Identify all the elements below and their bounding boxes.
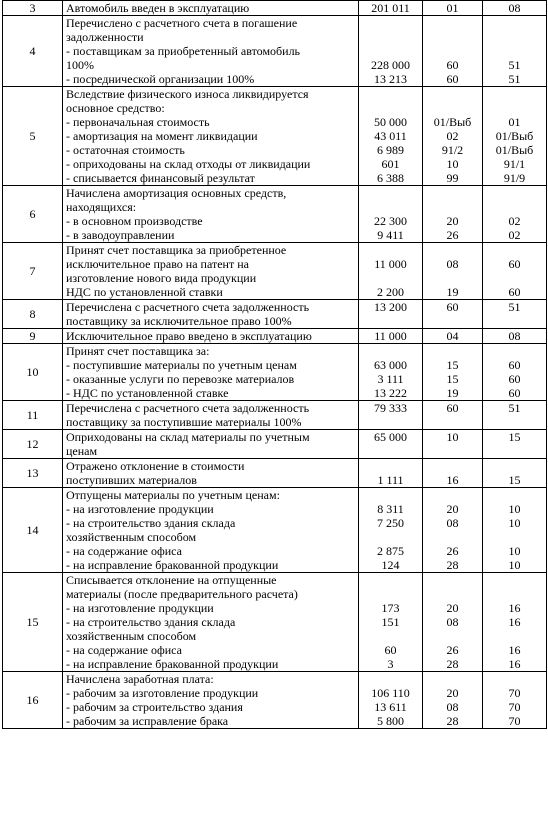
table-row	[3, 1, 547, 16]
amount-cell	[359, 186, 423, 243]
operation-description: Принят счет поставщика за:	[66, 344, 210, 358]
debit-account: 60	[446, 72, 459, 86]
amount: 8 311	[377, 502, 404, 516]
operation-description: основное средство:	[66, 101, 165, 115]
debit-account	[426, 30, 479, 44]
operation-description-cell	[63, 186, 359, 243]
entry-number: 16	[3, 672, 63, 729]
amount-cell	[359, 488, 423, 573]
credit-account	[486, 415, 543, 429]
operation-description: Начислена амортизация основных средств,	[66, 186, 287, 200]
credit-account: 15	[508, 473, 521, 487]
operation-description: Исключительное право введено в эксплуатацию	[66, 329, 312, 343]
debit-account: 60	[446, 401, 459, 415]
debit-account: 19	[446, 285, 459, 299]
operation-description-cell	[63, 401, 359, 430]
amount	[362, 573, 419, 587]
operation-description: - первоначальная стоимость	[66, 115, 210, 129]
credit-account	[486, 16, 543, 30]
credit-account-cell	[483, 87, 547, 186]
debit-account-cell	[423, 459, 483, 488]
amount	[362, 488, 419, 502]
credit-account: 10	[508, 544, 521, 558]
operation-description: Автомобиль введен в эксплуатацию	[66, 1, 250, 15]
credit-account: 70	[508, 714, 521, 728]
debit-account	[426, 629, 479, 643]
credit-account	[486, 530, 543, 544]
credit-account	[486, 314, 543, 328]
debit-account-cell	[423, 300, 483, 329]
debit-account-cell	[423, 87, 483, 186]
amount: 60	[384, 643, 397, 657]
operation-description-cell	[63, 488, 359, 573]
operation-description: - на строительство здания склада	[66, 615, 236, 629]
debit-account: 02	[446, 129, 459, 143]
amount: 11 000	[374, 257, 407, 271]
operation-description: Оприходованы на склад материалы по учетным	[66, 430, 310, 444]
debit-account-cell	[423, 430, 483, 459]
amount-cell	[359, 329, 423, 344]
entry-number: 5	[3, 87, 63, 186]
debit-account-cell	[423, 488, 483, 573]
credit-account-cell	[483, 430, 547, 459]
entry-number: 6	[3, 186, 63, 243]
operation-description: - поступившие материалы по учетным ценам	[66, 358, 297, 372]
debit-account: 26	[446, 643, 459, 657]
debit-account: 08	[446, 516, 459, 530]
operation-description: - списывается финансовый результат	[66, 171, 255, 185]
debit-account	[426, 271, 479, 285]
table-row	[3, 243, 547, 300]
operation-description: - на изготовление продукции	[66, 502, 214, 516]
credit-account	[486, 629, 543, 643]
credit-account: 10	[508, 516, 521, 530]
entry-number: 13	[3, 459, 63, 488]
amount-cell	[359, 344, 423, 401]
operation-description-cell	[63, 1, 359, 16]
journal-table	[2, 0, 547, 729]
amount: 1 111	[377, 473, 404, 487]
table-row	[3, 186, 547, 243]
entry-number: 7	[3, 243, 63, 300]
debit-account-cell	[423, 243, 483, 300]
credit-account: 01	[508, 115, 521, 129]
credit-account: 01/Выб	[495, 143, 534, 157]
debit-account	[426, 587, 479, 601]
operation-description-cell	[63, 16, 359, 87]
credit-account-cell	[483, 459, 547, 488]
operation-description-cell	[63, 344, 359, 401]
amount: 11 000	[374, 329, 407, 343]
debit-account-cell	[423, 329, 483, 344]
credit-account: 51	[508, 72, 521, 86]
credit-account: 08	[508, 1, 521, 15]
table-row	[3, 573, 547, 672]
credit-account: 51	[508, 300, 521, 314]
amount	[362, 459, 419, 473]
debit-account	[426, 573, 479, 587]
debit-account: 28	[446, 558, 459, 572]
table-row	[3, 672, 547, 729]
amount: 43 011	[374, 129, 407, 143]
credit-account: 01/Выб	[495, 129, 534, 143]
operation-description: - в заводоуправлении	[66, 228, 175, 242]
entry-number: 12	[3, 430, 63, 459]
amount: 79 333	[374, 401, 407, 415]
debit-account: 99	[446, 171, 459, 185]
operation-description: - оприходованы на склад отходы от ликвидации	[66, 157, 311, 171]
debit-account: 26	[446, 544, 459, 558]
amount: 6 388	[377, 171, 404, 185]
operation-description: ценам	[66, 444, 98, 458]
credit-account: 15	[508, 430, 521, 444]
credit-account: 91/9	[503, 171, 526, 185]
operation-description-cell	[63, 573, 359, 672]
amount-cell	[359, 243, 423, 300]
operation-description: - на изготовление продукции	[66, 601, 214, 615]
credit-account: 51	[508, 401, 521, 415]
amount-cell	[359, 401, 423, 430]
amount: 173	[381, 601, 400, 615]
amount: 601	[381, 157, 400, 171]
debit-account-cell	[423, 186, 483, 243]
amount	[362, 44, 419, 58]
credit-account-cell	[483, 1, 547, 16]
amount: 13 200	[374, 300, 407, 314]
amount: 22 300	[374, 214, 407, 228]
credit-account	[486, 186, 543, 200]
operation-description-cell	[63, 430, 359, 459]
credit-account: 08	[508, 329, 521, 343]
credit-account	[486, 444, 543, 458]
debit-account: 01	[446, 1, 459, 15]
debit-account-cell	[423, 401, 483, 430]
debit-account: 01/Выб	[433, 115, 472, 129]
debit-account	[426, 87, 479, 101]
debit-account: 19	[446, 386, 459, 400]
debit-account: 91/2	[441, 143, 464, 157]
entry-number: 14	[3, 488, 63, 573]
operation-description: - посреднической организации 100%	[66, 72, 255, 86]
amount-cell	[359, 16, 423, 87]
amount: 151	[381, 615, 400, 629]
amount: 228 000	[371, 58, 410, 72]
table-row	[3, 430, 547, 459]
debit-account: 10	[446, 430, 459, 444]
credit-account: 16	[508, 657, 521, 671]
credit-account: 60	[508, 372, 521, 386]
credit-account	[486, 573, 543, 587]
amount-cell	[359, 1, 423, 16]
operation-description: Начислена заработная плата:	[66, 672, 214, 686]
debit-account	[426, 101, 479, 115]
debit-account	[426, 344, 479, 358]
operation-description: исключительное право на патент на	[66, 257, 249, 271]
credit-account: 60	[508, 358, 521, 372]
amount: 106 110	[371, 686, 410, 700]
amount	[362, 672, 419, 686]
amount: 2 875	[377, 544, 404, 558]
credit-account	[486, 44, 543, 58]
amount	[362, 344, 419, 358]
credit-account: 10	[508, 558, 521, 572]
credit-account: 16	[508, 643, 521, 657]
debit-account	[426, 444, 479, 458]
credit-account	[486, 101, 543, 115]
amount	[362, 243, 419, 257]
amount: 3	[387, 657, 394, 671]
entry-number: 10	[3, 344, 63, 401]
debit-account: 20	[446, 214, 459, 228]
table-row	[3, 16, 547, 87]
operation-description: - поставщикам за приобретенный автомобиль	[66, 44, 301, 58]
operation-description: - амортизация на момент ликвидации	[66, 129, 258, 143]
debit-account	[426, 186, 479, 200]
debit-account-cell	[423, 16, 483, 87]
amount	[362, 271, 419, 285]
credit-account	[486, 344, 543, 358]
credit-account	[486, 587, 543, 601]
amount	[362, 587, 419, 601]
credit-account	[486, 200, 543, 214]
debit-account	[426, 44, 479, 58]
operation-description: - остаточная стоимость	[66, 143, 185, 157]
debit-account	[426, 200, 479, 214]
entry-number: 4	[3, 16, 63, 87]
credit-account: 60	[508, 386, 521, 400]
operation-description: Отпущены материалы по учетным ценам:	[66, 488, 280, 502]
amount: 13 611	[374, 700, 407, 714]
operation-description: находящихся:	[66, 200, 137, 214]
debit-account-cell	[423, 344, 483, 401]
debit-account: 60	[446, 58, 459, 72]
credit-account: 16	[508, 615, 521, 629]
debit-account: 04	[446, 329, 459, 343]
operation-description: Перечислена с расчетного счета задолженность	[66, 401, 310, 415]
operation-description: - НДС по установленной ставке	[66, 386, 229, 400]
amount	[362, 629, 419, 643]
amount: 5 800	[377, 714, 404, 728]
credit-account: 10	[508, 502, 521, 516]
operation-description: - на исправление бракованной продукции	[66, 657, 279, 671]
debit-account	[426, 459, 479, 473]
debit-account: 08	[446, 700, 459, 714]
credit-account: 60	[508, 257, 521, 271]
debit-account: 15	[446, 372, 459, 386]
debit-account	[426, 314, 479, 328]
credit-account-cell	[483, 186, 547, 243]
debit-account: 15	[446, 358, 459, 372]
amount-cell	[359, 300, 423, 329]
journal-body	[3, 1, 547, 729]
credit-account: 60	[508, 285, 521, 299]
operation-description-cell	[63, 329, 359, 344]
debit-account: 20	[446, 601, 459, 615]
operation-description: Отражено отклонение в стоимости	[66, 459, 245, 473]
operation-description: - на содержание офиса	[66, 643, 182, 657]
table-row	[3, 87, 547, 186]
operation-description: - рабочим за изготовление продукции	[66, 686, 259, 700]
amount	[362, 314, 419, 328]
credit-account: 16	[508, 601, 521, 615]
table-row	[3, 488, 547, 573]
amount: 2 200	[377, 285, 404, 299]
table-row	[3, 344, 547, 401]
operation-description: хозяйственным способом	[66, 629, 197, 643]
debit-account: 08	[446, 257, 459, 271]
credit-account-cell	[483, 300, 547, 329]
amount: 13 213	[374, 72, 407, 86]
amount: 9 411	[377, 228, 404, 242]
operation-description: Принят счет поставщика за приобретенное	[66, 243, 287, 257]
debit-account: 60	[446, 300, 459, 314]
debit-account: 20	[446, 686, 459, 700]
operation-description: поставщику за исключительное право 100%	[66, 314, 292, 328]
entry-number: 11	[3, 401, 63, 430]
debit-account-cell	[423, 1, 483, 16]
amount	[362, 200, 419, 214]
operation-description: - оказанные услуги по перевозке материалов	[66, 372, 295, 386]
credit-account-cell	[483, 329, 547, 344]
credit-account-cell	[483, 488, 547, 573]
operation-description: НДС по установленной ставки	[66, 285, 223, 299]
credit-account: 02	[508, 228, 521, 242]
operation-description-cell	[63, 87, 359, 186]
operation-description-cell	[63, 300, 359, 329]
table-row	[3, 329, 547, 344]
amount: 65 000	[374, 430, 407, 444]
debit-account: 20	[446, 502, 459, 516]
amount-cell	[359, 430, 423, 459]
credit-account-cell	[483, 243, 547, 300]
credit-account	[486, 488, 543, 502]
credit-account: 51	[508, 58, 521, 72]
credit-account-cell	[483, 16, 547, 87]
credit-account-cell	[483, 672, 547, 729]
debit-account	[426, 530, 479, 544]
credit-account	[486, 271, 543, 285]
amount: 201 011	[371, 1, 410, 15]
amount-cell	[359, 573, 423, 672]
operation-description: - на содержание офиса	[66, 544, 182, 558]
operation-description: хозяйственным способом	[66, 530, 197, 544]
operation-description: - рабочим за строительство здания	[66, 700, 243, 714]
operation-description-cell	[63, 459, 359, 488]
debit-account: 10	[446, 157, 459, 171]
entry-number: 8	[3, 300, 63, 329]
credit-account	[486, 243, 543, 257]
amount-cell	[359, 87, 423, 186]
credit-account: 02	[508, 214, 521, 228]
operation-description: - на исправление бракованной продукции	[66, 558, 279, 572]
amount	[362, 186, 419, 200]
debit-account-cell	[423, 573, 483, 672]
operation-description: Списывается отклонение на отпущенные	[66, 573, 277, 587]
amount-cell	[359, 672, 423, 729]
operation-description: Перечислена с расчетного счета задолженность	[66, 300, 310, 314]
operation-description-cell	[63, 243, 359, 300]
operation-description: Перечислено с расчетного счета в погашение	[66, 16, 298, 30]
operation-description: поступивших материалов	[66, 473, 197, 487]
credit-account: 70	[508, 700, 521, 714]
debit-account: 16	[446, 473, 459, 487]
table-row	[3, 401, 547, 430]
entry-number: 3	[3, 1, 63, 16]
credit-account	[486, 459, 543, 473]
amount: 6 989	[377, 143, 404, 157]
debit-account	[426, 243, 479, 257]
debit-account	[426, 488, 479, 502]
credit-account-cell	[483, 401, 547, 430]
operation-description: материалы (после предварительного расчета)	[66, 587, 298, 601]
entry-number: 9	[3, 329, 63, 344]
amount	[362, 101, 419, 115]
amount	[362, 444, 419, 458]
credit-account-cell	[483, 573, 547, 672]
amount: 124	[381, 558, 400, 572]
amount: 13 222	[374, 386, 407, 400]
operation-description: задолженности	[66, 30, 144, 44]
operation-description: изготовление нового вида продукции	[66, 271, 257, 285]
credit-account-cell	[483, 344, 547, 401]
credit-account	[486, 30, 543, 44]
amount: 50 000	[374, 115, 407, 129]
amount: 7 250	[377, 516, 404, 530]
credit-account: 70	[508, 686, 521, 700]
operation-description-cell	[63, 672, 359, 729]
operation-description: - на строительство здания склада	[66, 516, 236, 530]
table-row	[3, 459, 547, 488]
debit-account: 08	[446, 615, 459, 629]
debit-account-cell	[423, 672, 483, 729]
entry-number: 15	[3, 573, 63, 672]
debit-account: 28	[446, 714, 459, 728]
operation-description: поставщику за поступившие материалы 100%	[66, 415, 302, 429]
debit-account	[426, 672, 479, 686]
debit-account: 26	[446, 228, 459, 242]
credit-account	[486, 672, 543, 686]
debit-account	[426, 415, 479, 429]
amount	[362, 87, 419, 101]
operation-description: - в основном производстве	[66, 214, 203, 228]
amount	[362, 415, 419, 429]
debit-account: 28	[446, 657, 459, 671]
amount	[362, 530, 419, 544]
amount: 3 111	[377, 372, 404, 386]
amount-cell	[359, 459, 423, 488]
operation-description: Вследствие физического износа ликвидируется	[66, 87, 309, 101]
credit-account: 91/1	[503, 157, 526, 171]
credit-account	[486, 87, 543, 101]
operation-description: 100%	[66, 58, 94, 72]
table-row	[3, 300, 547, 329]
operation-description: - рабочим за исправление брака	[66, 714, 229, 728]
amount	[362, 16, 419, 30]
amount: 63 000	[374, 358, 407, 372]
debit-account	[426, 16, 479, 30]
amount	[362, 30, 419, 44]
